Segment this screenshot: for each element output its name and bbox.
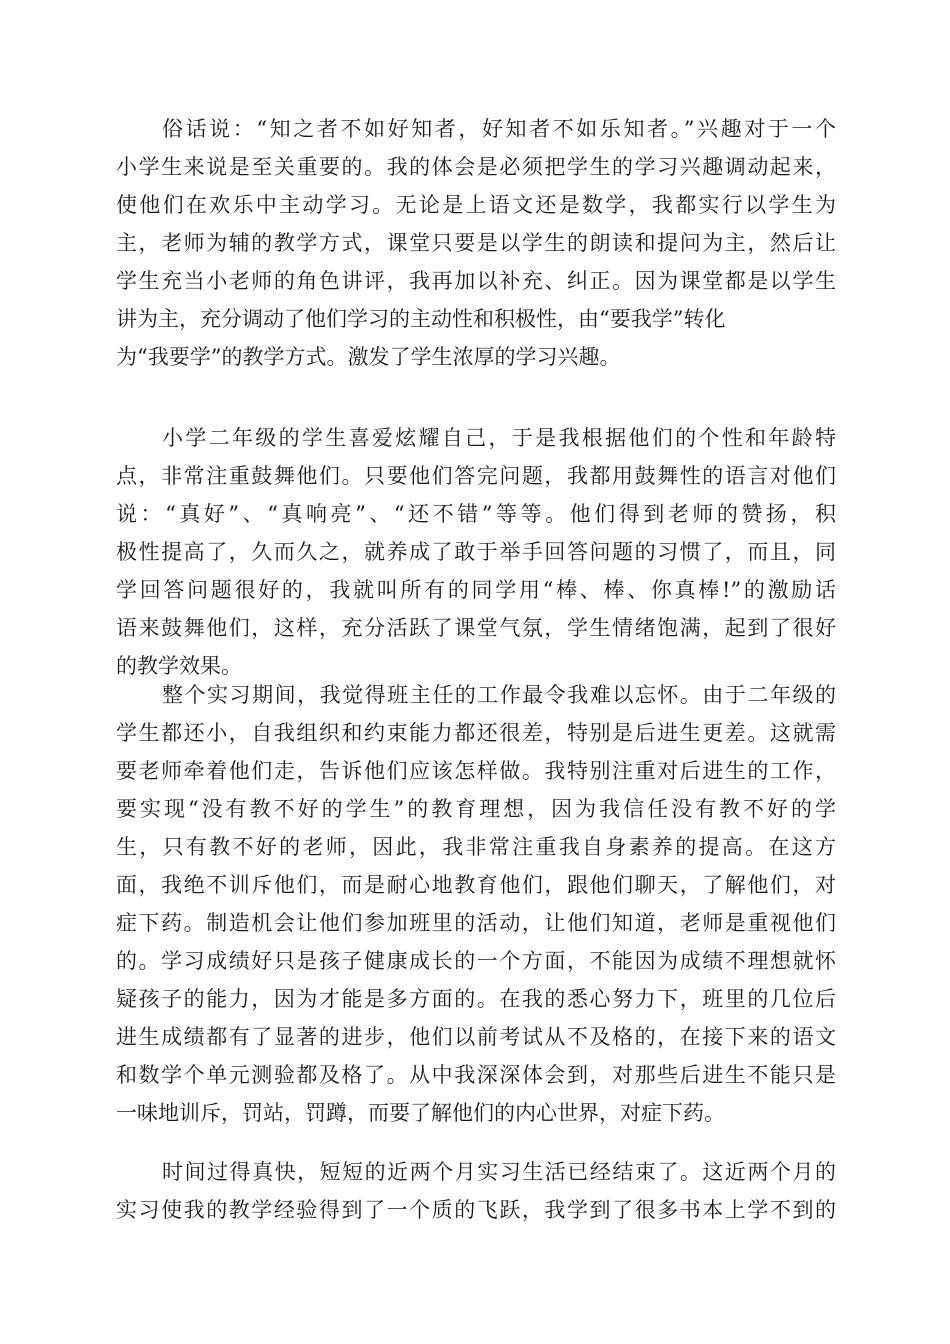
paragraph-interest	[116, 110, 836, 376]
text-line: 面，我绝不训斥他们，而是耐心地教育他们，跟他们聊天，了解他们，对	[116, 873, 836, 897]
text-line: 要老师牵着他们走，告诉他们应该怎样做。我特别注重对后进生的工作，	[116, 759, 836, 783]
text-line: 学回答问题很好的，我就叫所有的同学用“棒、棒、你真棒!”的激励话	[116, 578, 836, 602]
text-line: 进生成绩都有了显著的进步，他们以前考试从不及格的，在接下来的语文	[116, 1025, 836, 1049]
text-line: 实习使我的教学经验得到了一个质的飞跃，我学到了很多书本上学不到的	[116, 1198, 836, 1222]
text-line: 俗话说：“知之者不如好知者，好知者不如乐知者。”兴趣对于一个	[162, 117, 836, 141]
paragraph-conclusion	[116, 1153, 836, 1229]
text-line: 症下药。制造机会让他们参加班里的活动，让他们知道，老师是重视他们	[116, 911, 836, 935]
text-line: 说：“真好”、“真响亮”、“还不错”等等。他们得到老师的赞扬，积	[116, 502, 836, 526]
text-line: 疑孩子的能力，因为才能是多方面的。在我的悉心努力下，班里的几位后	[116, 987, 836, 1011]
text-line: 点，非常注重鼓舞他们。只要他们答完问题，我都用鼓舞性的语言对他们	[116, 464, 836, 488]
text-line: 时间过得真快，短短的近两个月实习生活已经结束了。这近两个月的	[162, 1160, 836, 1184]
text-line: 学生都还小，自我组织和约束能力都还很差，特别是后进生更差。这就需	[116, 721, 836, 745]
paragraph-encouragement	[116, 419, 836, 685]
text-line: 和数学个单元测验都及格了。从中我深深体会到，对那些后进生不能只是	[116, 1063, 836, 1087]
text-line: 为“我要学”的教学方式。激发了学生浓厚的学习兴趣。	[116, 345, 621, 369]
text-line: 要实现“没有教不好的学生”的教育理想，因为我信任没有教不好的学	[116, 797, 836, 821]
text-line: 整个实习期间，我觉得班主任的工作最令我难以忘怀。由于二年级的	[162, 683, 836, 707]
text-line: 一味地训斥，罚站，罚蹲，而要了解他们的内心世界，对症下药。	[116, 1101, 725, 1125]
text-line: 生，只有教不好的老师，因此，我非常注重我自身素养的提高。在这方	[116, 835, 836, 859]
paragraph-class-teacher	[116, 676, 836, 1132]
text-line: 的。学习成绩好只是孩子健康成长的一个方面，不能因为成绩不理想就怀	[116, 949, 836, 973]
text-line: 主，老师为辅的教学方式，课堂只要是以学生的朗读和提问为主，然后让	[116, 231, 836, 255]
text-line: 极性提高了，久而久之，就养成了敢于举手回答问题的习惯了，而且，同	[116, 540, 836, 564]
text-line: 的教学效果。	[116, 654, 242, 678]
text-line: 讲为主，充分调动了他们学习的主动性和积极性，由“要我学”转化	[116, 307, 726, 331]
text-line: 小学生来说是至关重要的。我的体会是必须把学生的学习兴趣调动起来，	[116, 155, 836, 179]
text-line: 使他们在欢乐中主动学习。无论是上语文还是数学，我都实行以学生为	[116, 193, 836, 217]
text-line: 小学二年级的学生喜爱炫耀自己，于是我根据他们的个性和年龄特	[162, 426, 836, 450]
text-line: 学生充当小老师的角色讲评，我再加以补充、纠正。因为课堂都是以学生	[116, 269, 836, 293]
text-line: 语来鼓舞他们，这样，充分活跃了课堂气氛，学生情绪饱满，起到了很好	[116, 616, 836, 640]
